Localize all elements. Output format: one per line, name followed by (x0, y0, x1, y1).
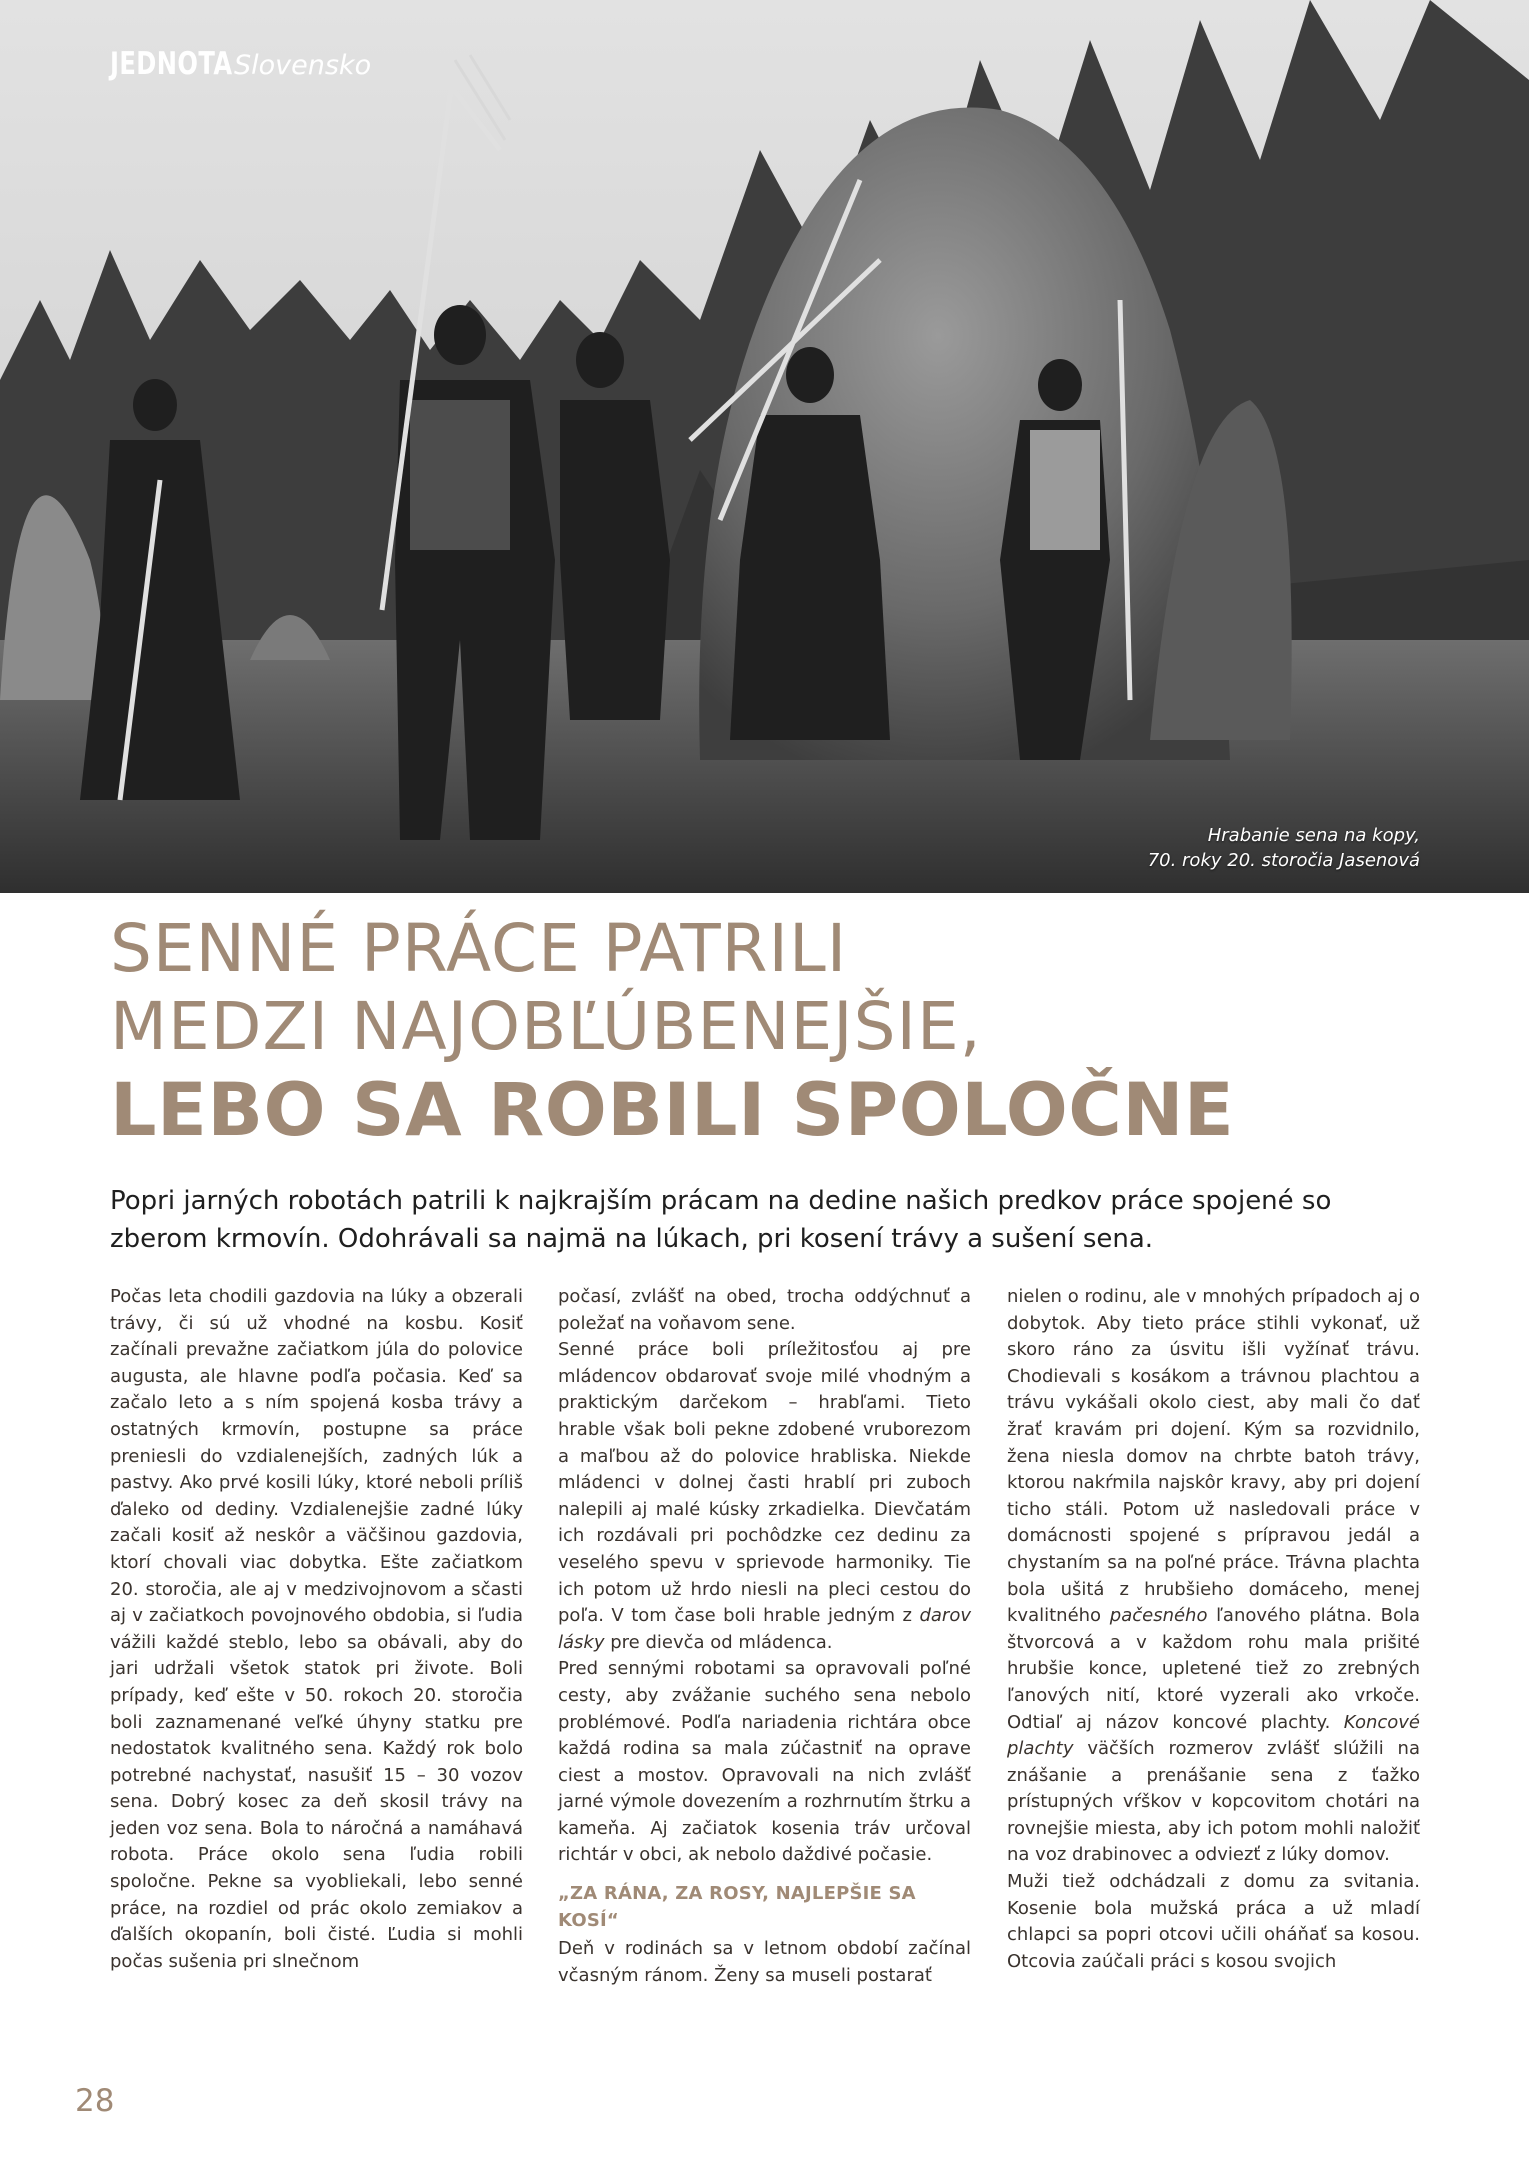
emphasis: pačesného (1109, 1605, 1208, 1627)
text-column-2 (558, 1284, 971, 1989)
paragraph: Pred sennými robotami sa opravovali poľné cesty, aby zvážanie suchého sena nebolo problémové. Podľa nariadenia richtára obce každá rodina sa mala zúčastniť na oprave ciest a mostov. Opravovali na nich zvlášť jarné výmole dovezením a rozhrnutím štrku a kameňa. Aj začiatok kosenia tráv určoval richtár v obci, ak nebolo daždivé počasie. (558, 1658, 971, 1866)
text-column-1 (110, 1284, 523, 1975)
brand-logo (110, 46, 371, 82)
title-line-3: LEBO SA ROBILI SPOLOČNE (110, 1068, 1235, 1153)
paragraph: Muži tiež odchádzali z domu za svitania. Kosenie bola mužská práca a už mladí chlapci sa popri otcovi učili oháňať sa kosou. Otcovia zaúčali práci s kosou svojich (1007, 1871, 1420, 1972)
paragraph: Počas leta chodili gazdovia na lúky a obzerali trávy, či sú už vhodné na kosbu. Kosiť začínali prevažne začiatkom júla do polovice augusta, ale hlavne podľa počasia. Keď sa začalo leto a s ním spojená kosba trávy a ostatných krmovín, postupne sa práce preniesli do vzdialenejších, zadných lúk a pastvy. Ako prvé kosili lúky, ktoré neboli príliš ďaleko od dediny. Vzdialenejšie zadné lúky začali kosiť až neskôr a väčšinou gazdovia, ktorí chovali viac dobytka. Ešte začiatkom 20. storočia, ale aj v medzivojnovom a sčasti aj v začiatkoch povojnového obdobia, si ľudia vážili každé steblo, lebo sa obávali, aby do jari udržali všetok statok pri živote. Boli prípady, keď ešte v 50. rokoch 20. storočia boli zaznamenané veľké úhyny statku pre nedostatok kvalitného sena. Každý rok bolo potrebné nachystať, nasušiť 15 – 30 vozov sena. Dobrý kosec za deň skosil trávy na jeden voz sena. Bola to náročná a namáhavá robota. Práce okolo sena ľudia robili spoločne. Pekne sa vyobliekali, lebo senné práce, na rozdiel od prác okolo zemiakov a ďalších okopanín, boli čisté. Ľudia si mohli počas sušenia pri slnečnom (110, 1286, 523, 1972)
brand-name: JEDNOTA (110, 46, 233, 82)
hay-harvest-photo (0, 0, 1529, 893)
article-title (110, 910, 1430, 1154)
paragraph: nielen o rodinu, ale v mnohých prípadoch aj o dobytok. Aby tieto práce stihli vykonať, už skoro ráno za úsvitu išli vyžínať trávu. Chodievali s kosákom a trávnou plachtou a trávu vykášali okolo ciest, aby mali čo dať žrať kravám pri dojení. Kým sa rozvidnilo, žena niesla domov na chrbte batoh trávy, ktorou nakŕmila najskôr kravy, aby pri dojení ticho stáli. Potom už nasledovali práce v domácnosti spojené s prípravou jedál a chystaním sa na poľné práce. Trávna plachta bola ušitá z hrubšieho domáceho, menej kvalitného pačesného ľanového plátna. Bola štvorcová a v každom rohu mala prišité hrubšie konce, upletené tiež zo zrebných ľanových nití, ktoré vyzerali ako vrkoče. Odtiaľ aj názov koncové plachty. Koncové plachty väčších rozmerov zvlášť slúžili na znášanie a prenášanie sena z ťažko prístupných vŕškov v kopcovitom chotári na rovnejšie miesta, aby ich potom mohli naložiť na voz drabinovec a odviezť z lúky domov. (1007, 1286, 1420, 1866)
title-line-2: MEDZI NAJOBĽÚBENEJŠIE, (110, 988, 982, 1065)
title-line-1: SENNÉ PRÁCE PATRILI (110, 910, 848, 987)
paragraph: Deň v rodinách sa v letnom období začínal včasným ránom. Ženy sa museli postarať (558, 1938, 971, 1986)
hero-photo (0, 0, 1529, 893)
photo-caption (1148, 823, 1420, 873)
article-lead: Popri jarných robotách patrili k najkrajším prácam na dedine našich predkov práce spojené so zberom krmovín. Odohrávali sa najmä na lúkach, pri kosení trávy a sušení sena. (110, 1186, 1332, 1254)
brand-region: Slovensko (234, 50, 372, 81)
paragraph: Senné práce boli príležitosťou aj pre mládencov obdarovať svoje milé vhodným a praktickým darčekom – hrabľami. Tieto hrable však boli pekne zdobené vruborezom a maľbou až do polovice hrabliska. Niekde mládenci v dolnej časti hrablí pri zuboch nalepili aj malé kúsky zrkadielka. Dievčatám ich rozdávali pri pochôdzke cez dedinu za veselého spevu v sprievode harmoniky. Tie ich potom už hrdo niesli na pleci cestou do poľa. V tom čase boli hrable jedným z darov lásky pre dievča od mládenca. (558, 1339, 971, 1653)
photo-caption-line2: 70. roky 20. storočia Jasenová (1147, 850, 1420, 871)
emphasis: Koncové plachty (1007, 1711, 1420, 1760)
section-subheading: „ZA RÁNA, ZA ROSY, NAJLEPŠIE SA KOSÍ“ (558, 1883, 916, 1931)
paragraph: počasí, zvlášť na obed, trocha oddýchnuť a poležať na voňavom sene. (558, 1286, 971, 1334)
photo-caption-line1: Hrabanie sena na kopy, (1207, 825, 1420, 846)
page-number: 28 (75, 2083, 115, 2119)
emphasis: darov lásky (558, 1605, 971, 1653)
text-column-3 (1007, 1284, 1420, 1975)
